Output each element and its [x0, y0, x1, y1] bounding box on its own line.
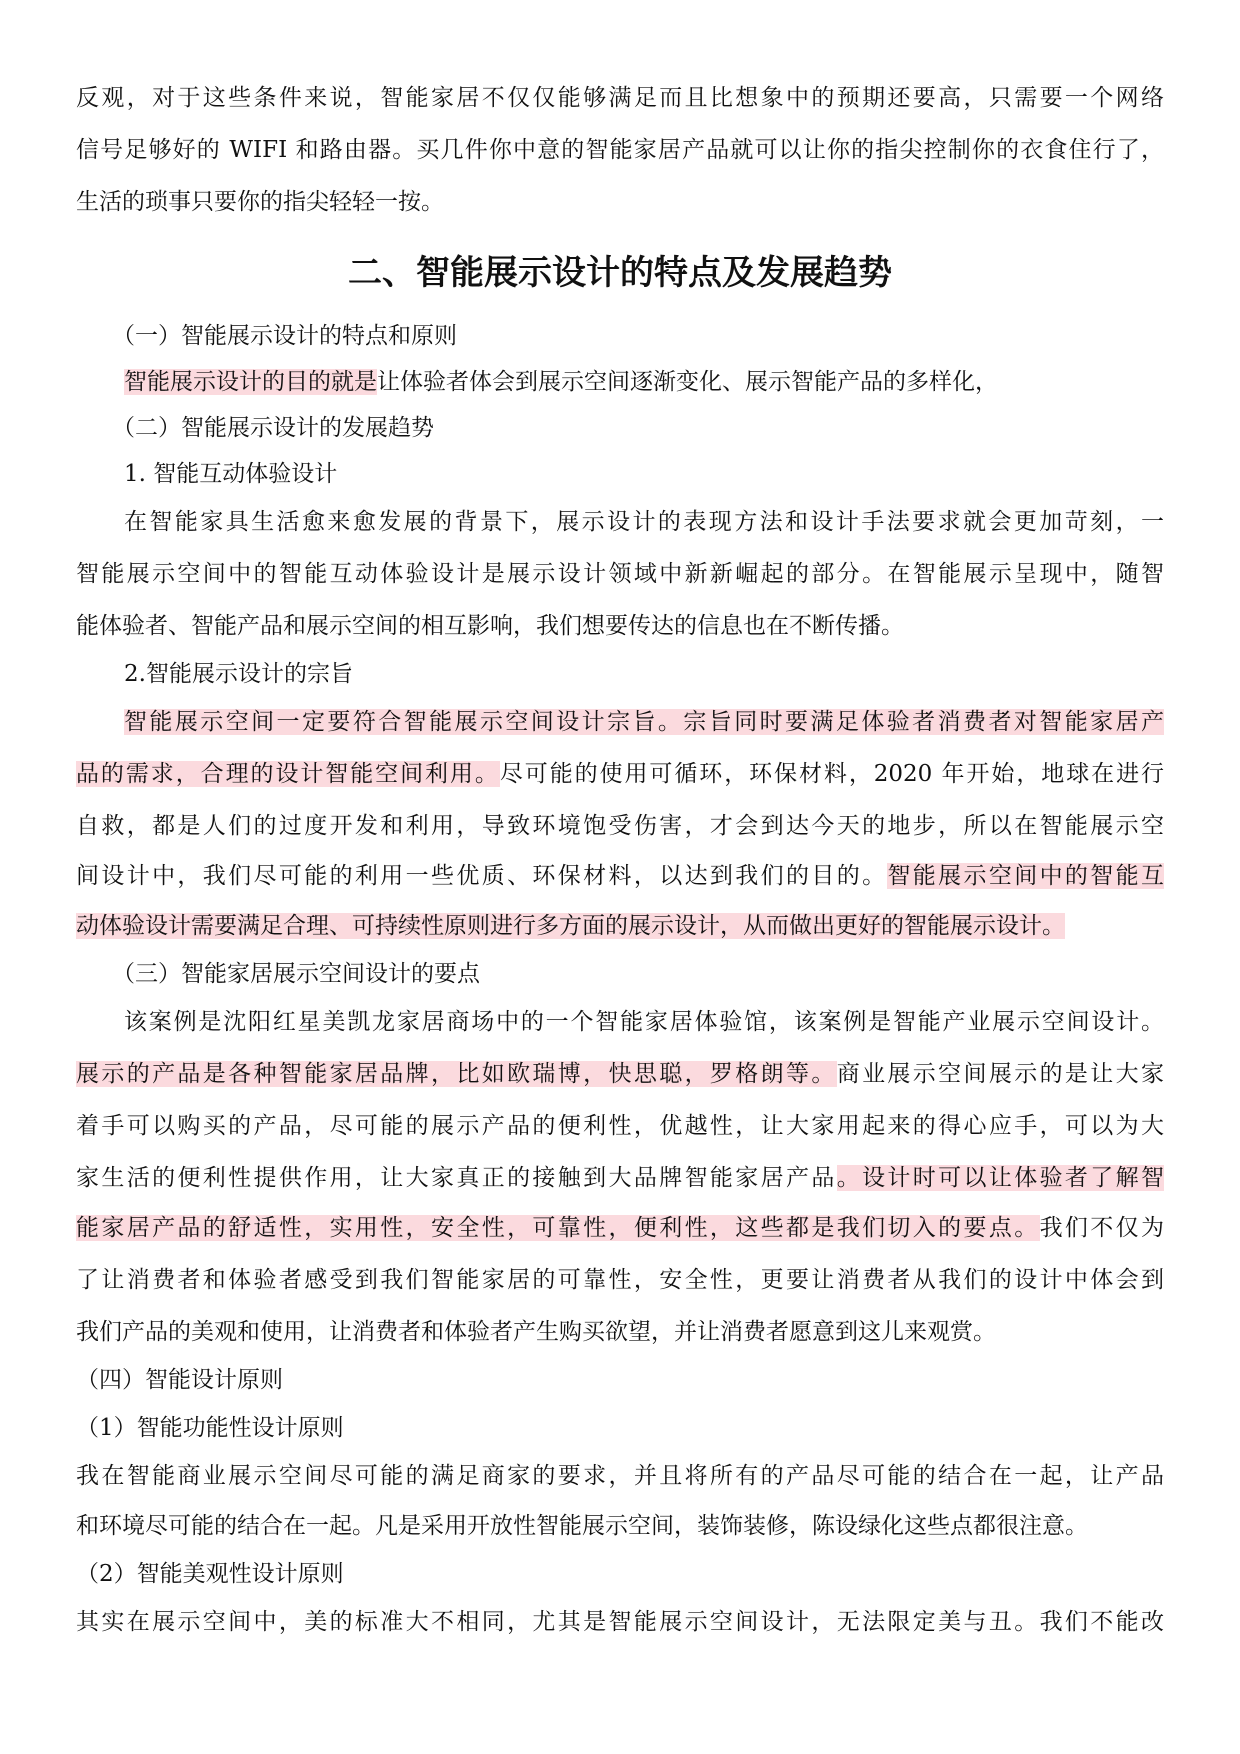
text-span: 间设计中，我们尽可能的利用一些优质、环保材料，以达到我们的目的。 — [76, 863, 888, 889]
highlight: 。设计时可以让体验者了解智 — [836, 1165, 1164, 1191]
paragraph-line: 了让消费者和体验者感受到我们智能家居的可靠性，安全性，更要让消费者从我们的设计中体会到 — [76, 1267, 1164, 1293]
paragraph-line: 该案例是沈阳红星美凯龙家居商场中的一个智能家居体验馆，该案例是智能产业展示空间设计。 — [124, 1009, 1164, 1035]
paragraph-line — [76, 858, 1164, 894]
paragraph-line: 和环境尽可能的结合在一起。凡是采用开放性智能展示空间，装饰装修，陈设绿化这些点都很注意。 — [76, 1513, 1088, 1539]
intro-line-3: 生活的琐事只要你的指尖轻轻一按。 — [76, 189, 444, 215]
highlight: 智能展示空间中的智能互 — [887, 863, 1164, 889]
section-2-heading: （二）智能展示设计的发展趋势 — [112, 415, 434, 441]
paragraph-line: 自救，都是人们的过度开发和利用，导致环境饱受伤害，才会到达今天的地步，所以在智能展示空 — [76, 813, 1164, 839]
highlight: 品的需求，合理的设计智能空间利用。 — [76, 761, 500, 787]
highlight: 智能展示设计的目的就是 — [124, 369, 377, 395]
highlight: 展示的产品是各种智能家居品牌，比如欧瑞博，快思聪，罗格朗等。 — [76, 1061, 837, 1087]
intro-line-1: 反观，对于这些条件来说，智能家居不仅仅能够满足而且比想象中的预期还要高，只需要一个网络 — [76, 85, 1164, 111]
subheading-design-purpose: 2.智能展示设计的宗旨 — [124, 661, 353, 687]
text-span: 我们不仅为 — [1039, 1215, 1164, 1241]
section-1-paragraph — [124, 364, 1164, 400]
section-1-heading: （一）智能展示设计的特点和原则 — [112, 323, 457, 349]
paragraph-line — [124, 704, 1164, 740]
paragraph-line — [76, 1160, 1164, 1196]
highlight: 动体验设计需要满足合理、可持续性原则进行多方面的展示设计，从而做出更好的智能展示设计。 — [76, 913, 1065, 939]
text-span: 商业展示空间展示的是让大家 — [836, 1061, 1164, 1087]
paragraph-line: 智能展示空间中的智能互动体验设计是展示设计领域中新新崛起的部分。在智能展示呈现中，随智 — [76, 561, 1164, 587]
subheading-interactive-design: 1. 智能互动体验设计 — [124, 461, 338, 487]
section-3-heading: （三）智能家居展示空间设计的要点 — [112, 961, 480, 987]
paragraph-line — [76, 1056, 1164, 1092]
paragraph-line: 在智能家具生活愈来愈发展的背景下，展示设计的表现方法和设计手法要求就会更加苛刻，一 — [124, 509, 1164, 535]
paragraph-line: 其实在展示空间中，美的标准大不相同，尤其是智能展示空间设计，无法限定美与丑。我们不能改 — [76, 1609, 1164, 1635]
section-title: 二、智能展示设计的特点及发展趋势 — [348, 253, 892, 293]
highlight: 智能展示空间一定要符合智能展示空间设计宗旨。宗旨同时要满足体验者消费者对智能家居产 — [124, 709, 1164, 735]
paragraph-line: 我们产品的美观和使用，让消费者和体验者产生购买欲望，并让消费者愿意到这儿来观赏。 — [76, 1319, 996, 1345]
paragraph-line: 能体验者、智能产品和展示空间的相互影响，我们想要传达的信息也在不断传播。 — [76, 613, 904, 639]
subheading-aesthetic-principle: （2）智能美观性设计原则 — [76, 1561, 344, 1587]
paragraph-line: 我在智能商业展示空间尽可能的满足商家的要求，并且将所有的产品尽可能的结合在一起，让产品 — [76, 1463, 1164, 1489]
intro-line-2: 信号足够好的 WIFI 和路由器。买几件你中意的智能家居产品就可以让你的指尖控制你的衣食住行了， — [76, 137, 1164, 163]
paragraph-line — [76, 1210, 1164, 1246]
text-span: 家生活的便利性提供作用，让大家真正的接触到大品牌智能家居产品 — [76, 1165, 837, 1191]
paragraph-line: 着手可以购买的产品，尽可能的展示产品的便利性，优越性，让大家用起来的得心应手，可以为大 — [76, 1113, 1164, 1139]
subheading-functional-principle: （1）智能功能性设计原则 — [76, 1415, 344, 1441]
highlight: 能家居产品的舒适性，实用性，安全性，可靠性，便利性，这些都是我们切入的要点。 — [76, 1215, 1040, 1241]
text-span: 尽可能的使用可循环，环保材料，2020 年开始，地球在进行 — [499, 761, 1164, 787]
paragraph-line — [76, 908, 1164, 944]
text-span: 让体验者体会到展示空间逐渐变化、展示智能产品的多样化， — [377, 369, 998, 395]
section-4-heading: （四）智能设计原则 — [76, 1367, 283, 1393]
paragraph-line — [76, 756, 1164, 792]
